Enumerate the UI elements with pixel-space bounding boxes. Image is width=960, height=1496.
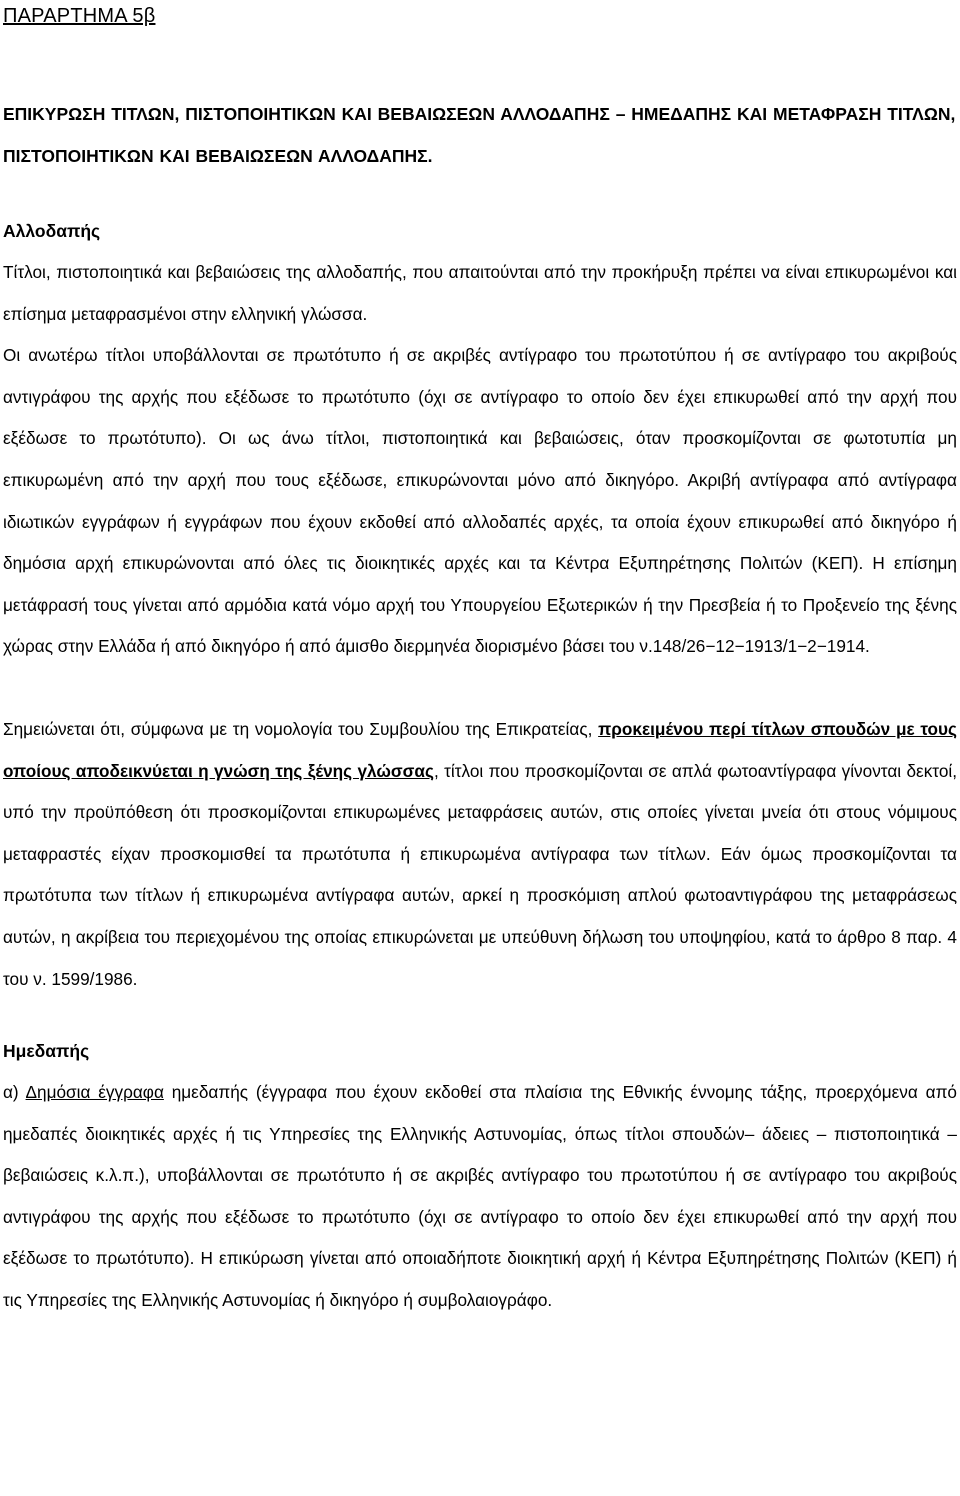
paragraph-language-titles: [3, 709, 957, 1000]
paragraph-language-titles-rest: , τίτλοι που προσκομίζονται σε απλά φωτοαντίγραφα γίνονται δεκτοί, υπό την προϋπόθεση ότι προσκομίζονται επικυρωμένες μεταφράσεις αυτών, στις οποίες γίνεται μνεία ότι στους νόμιμους μεταφραστές είχαν προσκομισθεί τα πρωτότυπα ή επικυρωμένα αντίγραφα των τίτλων. Εάν όμως προσκομίζονται τα πρωτότυπα των τίτλων ή επικυρωμένα αντίγραφα αυτών, αρκεί η προσκόμιση απλού φωτοαντιγράφου της μεταφράσεως αυτών, η ακρίβεια του περιεχομένου της οποίας επικυρώνεται με υπεύθυνη δήλωση του υποψηφίου, κατά το άρθρο 8 παρ. 4 του ν. 1599/1986.: [3, 760, 957, 989]
paragraph-foreign-requirement: Τίτλοι, πιστοποιητικά και βεβαιώσεις της αλλοδαπής, που απαιτούνται από την προκήρυξη πρέπει να είναι επικυρωμένοι και επίσημα μεταφρασμένοι στην ελληνική γλώσσα.: [3, 262, 957, 324]
paragraph-language-titles-intro: Σημειώνεται ότι, σύμφωνα με τη νομολογία του Συμβουλίου της Επικρατείας,: [3, 718, 599, 739]
section-heading-foreign: Αλλοδαπής: [3, 221, 101, 241]
section-heading-domestic: Ημεδαπής: [3, 1041, 90, 1062]
paragraph-domestic-public-documents: [3, 1072, 957, 1322]
paragraph-foreign-submission: Οι ανωτέρω τίτλοι υποβάλλονται σε πρωτότυπο ή σε ακριβές αντίγραφο του πρωτοτύπου ή σε αντίγραφο του ακριβούς αντιγράφου της αρχής που εξέδωσε το πρωτότυπο (όχι σε αντίγραφο το οποίο δεν έχει επικυρωθεί από την αρχή που εξέδωσε το πρωτότυπο). Οι ως άνω τίτλοι, πιστοποιητικά και βεβαιώσεις, όταν προσκομίζονται σε φωτοτυπία μη επικυρωμένη από την αρχή που τους εξέδωσε, επικυρώνονται μόνο από δικηγόρο. Ακριβή αντίγραφα από αντίγραφα ιδιωτικών εγγράφων ή εγγράφων που έχουν εκδοθεί από αλλοδαπές αρχές, τα οποία έχουν επικυρωθεί από δικηγόρο ή δημόσια αρχή επικυρώνονται από όλες τις διοικητικές αρχές και τα Κέντρα Εξυπηρέτησης Πολιτών (ΚΕΠ). Η επίσημη μετάφρασή τους γίνεται από αρμόδια κατά νόμο αρχή του Υπουργείου Εξωτερικών ή την Πρεσβεία ή το Προξενείο της ξένης χώρας στην Ελλάδα ή από δικηγόρο ή από άμισθο διερμηνέα διορισμένο βάσει του ν.148/26−12−1913/1−2−1914.: [3, 345, 957, 657]
main-heading: ΕΠΙΚΥΡΩΣΗ ΤΙΤΛΩΝ, ΠΙΣΤΟΠΟΙΗΤΙΚΩΝ ΚΑΙ ΒΕΒΑΙΩΣΕΩΝ ΑΛΛΟΔΑΠΗΣ – ΗΜΕΔΑΠΗΣ ΚΑΙ ΜΕΤΑΦΡΑΣΗ ΤΙΤΛΩΝ, ΠΙΣΤΟΠΟΙΗΤΙΚΩΝ ΚΑΙ ΒΕΒΑΙΩΣΕΩΝ ΑΛΛΟΔΑΠΗΣ.: [3, 104, 956, 166]
paragraph-language-titles-emphasis: προκειμένου περί τίτλων σπουδών με τους οποίους αποδεικνύεται η γνώση της ξένης γλώσσας: [3, 718, 957, 781]
item-a-prefix: α): [3, 1082, 26, 1103]
page-title: ΠΑΡΑΡΤΗΜΑ 5β: [3, 5, 156, 27]
item-a-label: Δημόσια έγγραφα: [25, 1082, 164, 1103]
item-a-text: ημεδαπής (έγγραφα που έχουν εκδοθεί στα πλαίσια της Εθνικής έννομης τάξης, προερχόμενα από ημεδαπές διοικητικές αρχές ή τις Υπηρεσίες της Ελληνικής Αστυνομίας, όπως τίτλοι σπουδών– άδειες – πιστοποιητικά – βεβαιώσεις κ.λ.π.), υποβάλλονται σε πρωτότυπο ή σε ακριβές αντίγραφο του πρωτοτύπου ή σε αντίγραφο του ακριβούς αντιγράφου της αρχής που εξέδωσε το πρωτότυπο (όχι σε αντίγραφο το οποίο δεν έχει επικυρωθεί από την αρχή που εξέδωσε το πρωτότυπο). Η επικύρωση γίνεται από οποιαδήποτε διοικητική αρχή ή Κέντρα Εξυπηρέτησης Πολιτών (ΚΕΠ) ή τις Υπηρεσίες της Ελληνικής Αστυνομίας ή δικηγόρο ή συμβολαιογράφο.: [3, 1082, 957, 1311]
